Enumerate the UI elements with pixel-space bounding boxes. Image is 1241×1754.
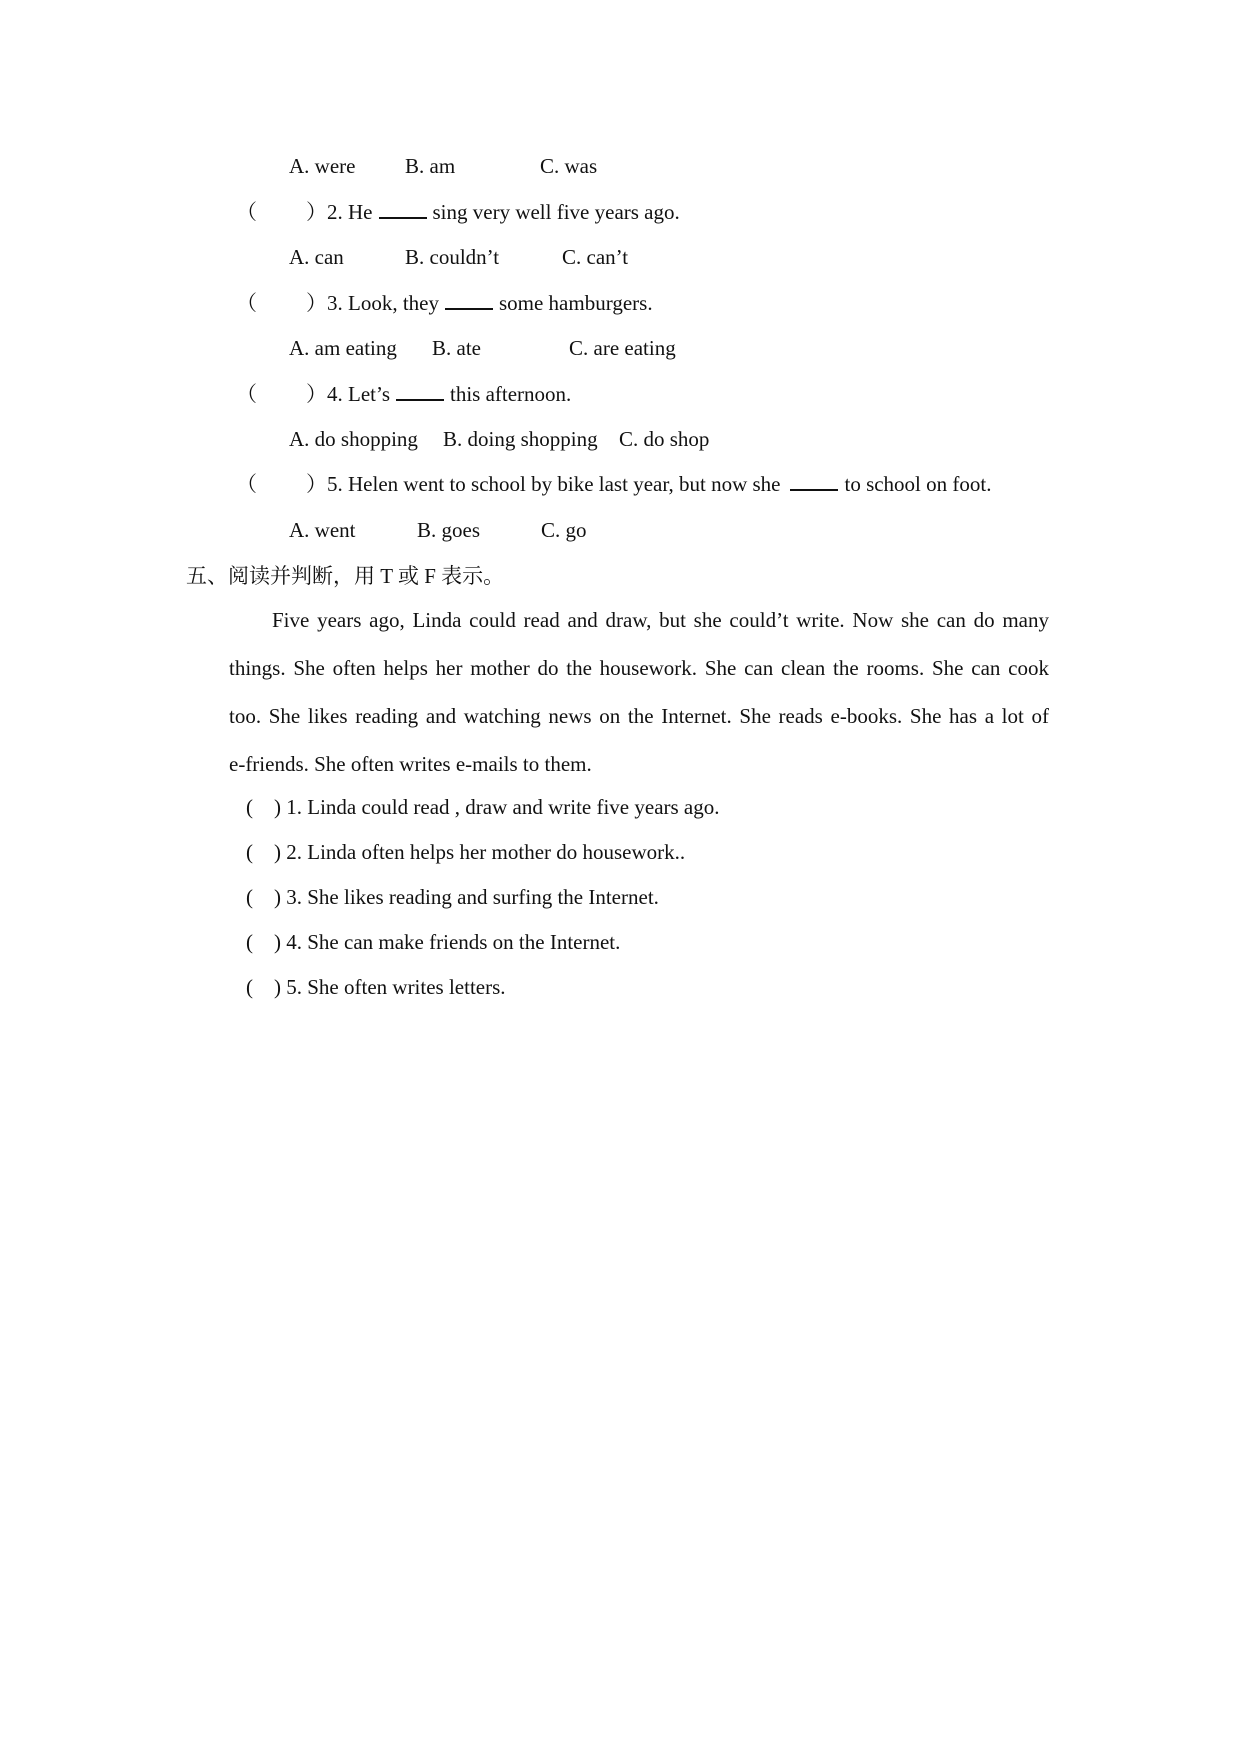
statement-text: 3. She likes reading and surfing the Internet. [286,885,659,909]
statement-item [246,884,659,910]
statement-text: 1. Linda could read , draw and write five years ago. [286,795,720,819]
q2-option-b: B. couldn’t [405,245,500,269]
answer-paren-open: （ [236,291,257,315]
question-text-after: this afternoon. [450,382,572,406]
question-text [327,381,571,407]
question-text [327,471,991,497]
answer-paren-open: （ [236,472,257,496]
q1-option-b: B. am [405,154,456,178]
q4-option-c: C. do shop [619,427,710,451]
question-text [327,199,680,225]
statement-item [246,839,685,865]
statement-text: 4. She can make friends on the Internet. [286,930,621,954]
q2-option-a: A. can [289,245,344,269]
q5-option-c: C. go [541,518,587,542]
q5-option-a: A. went [289,518,356,542]
q3-option-b: B. ate [432,336,481,360]
question-text-before: 4. Let’s [327,382,390,406]
answer-paren-close: ） [306,382,327,406]
question-text-after: to school on foot. [844,472,992,496]
question-text-before: 3. Look, they [327,291,439,315]
statement-text: 5. She often writes letters. [286,975,506,999]
q2-option-c: C. can’t [562,245,629,269]
q1-option-a: A. were [289,154,356,178]
fill-blank [396,381,444,401]
q1-option-c: C. was [540,154,598,178]
statement-item [246,929,620,955]
answer-paren-close: ） [306,200,327,224]
q4-option-b: B. doing shopping [443,427,598,451]
q4-option-a: A. do shopping [289,427,418,451]
question-text-after: some hamburgers. [498,291,653,315]
answer-paren-close: ） [306,472,327,496]
q3-option-a: A. am eating [289,336,397,360]
question-text-before: 5. Helen went to school by bike last year, but now she [327,472,781,496]
section-heading: 五、阅读并判断，用 T 或 F 表示。 [186,564,505,588]
passage-line: things. She often helps her mother do the housework. She can clean the rooms. She can cook [229,656,1049,680]
fill-blank [445,290,493,310]
answer-paren: ( ) [246,930,281,954]
answer-paren-open: （ [236,382,257,406]
statement-item [246,974,506,1000]
q5-option-b: B. goes [417,518,480,542]
answer-paren-open: （ [236,200,257,224]
passage-line: e-friends. She often writes e-mails to them. [229,752,592,776]
fill-blank [790,471,838,491]
answer-paren: ( ) [246,795,281,819]
statement-item [246,794,720,820]
question-text [327,290,653,316]
question-text-before: 2. He [327,200,373,224]
answer-paren-close: ） [306,291,327,315]
statement-text: 2. Linda often helps her mother do housework.. [286,840,686,864]
question-text-after: sing very well five years ago. [432,200,680,224]
q3-option-c: C. are eating [569,336,676,360]
answer-paren: ( ) [246,975,281,999]
fill-blank [379,199,427,219]
answer-paren: ( ) [246,885,281,909]
passage-line: Five years ago, Linda could read and draw, but she could’t write. Now she can do many [272,608,1049,632]
passage-line: too. She likes reading and watching news on the Internet. She reads e-books. She has a lot of [229,704,1049,728]
answer-paren: ( ) [246,840,281,864]
